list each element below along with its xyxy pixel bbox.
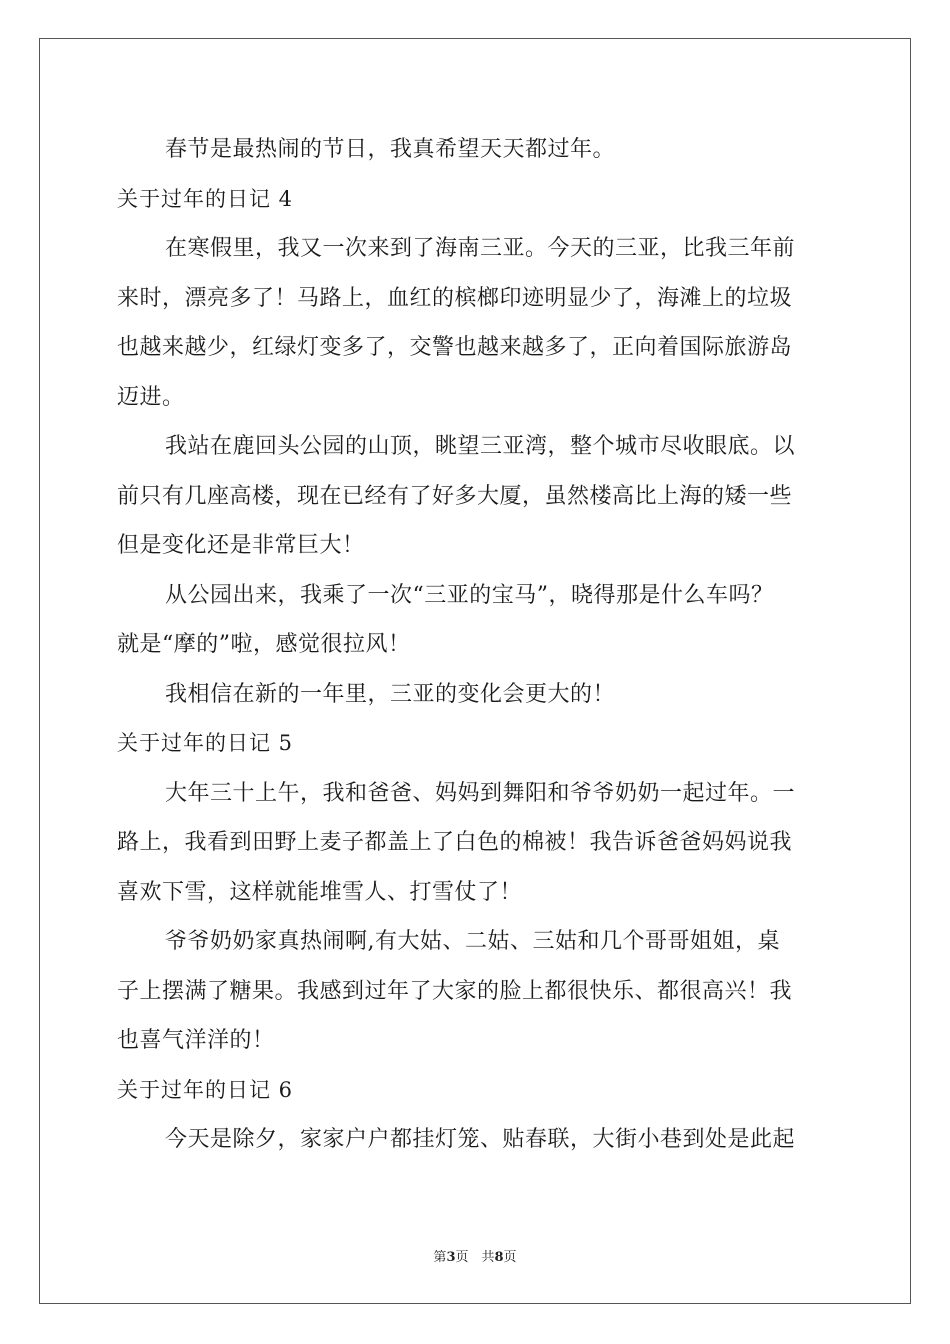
text-line: 迈进。 bbox=[117, 384, 185, 410]
text-line: 爷爷奶奶家真热闹啊,有大姑、二姑、三姑和几个哥哥姐姐，桌 bbox=[165, 929, 780, 954]
text-line: 来时，漂亮多了！马路上，血红的槟榔印迹明显少了，海滩上的垃圾 bbox=[117, 285, 793, 311]
text-line: 路上，我看到田野上麦子都盖上了白色的棉被！我告诉爸爸妈妈说我 bbox=[117, 830, 793, 855]
text-line: 子上摆满了糖果。我感到过年了大家的脸上都很快乐、都很高兴！我 bbox=[117, 978, 793, 1004]
text-line: 我相信在新的一年里，三亚的变化会更大的！ bbox=[165, 681, 616, 707]
footer-prefix: 第 bbox=[433, 1250, 447, 1265]
text-line: 从公园出来，我乘了一次“三亚的宝马”，晓得那是什么车吗？ bbox=[165, 582, 774, 608]
text-line: 前只有几座高楼，现在已经有了好多大厦，虽然楼高比上海的矮一些 bbox=[117, 483, 793, 509]
footer-suffix: 页 bbox=[503, 1250, 517, 1265]
section-heading: 关于过年的日记 4 bbox=[117, 186, 294, 211]
text-line: 但是变化还是非常巨大！ bbox=[117, 533, 365, 558]
text-line: 大年三十上午，我和爸爸、妈妈到舞阳和爷爷奶奶一起过年。一 bbox=[165, 780, 796, 806]
text-line: 我站在鹿回头公园的山顶，眺望三亚湾，整个城市尽收眼底。以 bbox=[165, 434, 796, 459]
text-line: 也喜气洋洋的！ bbox=[117, 1028, 275, 1053]
total-pages-number: 8 bbox=[494, 1250, 504, 1265]
text-line: 春节是最热闹的节日，我真希望天天都过年。 bbox=[165, 137, 616, 162]
section-heading: 关于过年的日记 6 bbox=[117, 1077, 294, 1102]
text-line: 今天是除夕，家家户户都挂灯笼、贴春联，大街小巷到处是此起 bbox=[165, 1127, 796, 1152]
current-page-number: 3 bbox=[446, 1250, 456, 1265]
text-line: 在寒假里，我又一次来到了海南三亚。今天的三亚，比我三年前 bbox=[165, 236, 796, 261]
text-line: 就是“摩的”啦，感觉很拉风！ bbox=[117, 632, 411, 657]
document-body bbox=[117, 125, 833, 1165]
section-heading: 关于过年的日记 5 bbox=[117, 731, 294, 755]
text-line: 也越来越少，红绿灯变多了，交警也越来越多了，正向着国际旅游岛 bbox=[117, 335, 793, 360]
page-number-footer bbox=[0, 1246, 950, 1265]
footer-middle: 页 共 bbox=[455, 1250, 495, 1265]
text-line: 喜欢下雪，这样就能堆雪人、打雪仗了！ bbox=[117, 879, 523, 905]
